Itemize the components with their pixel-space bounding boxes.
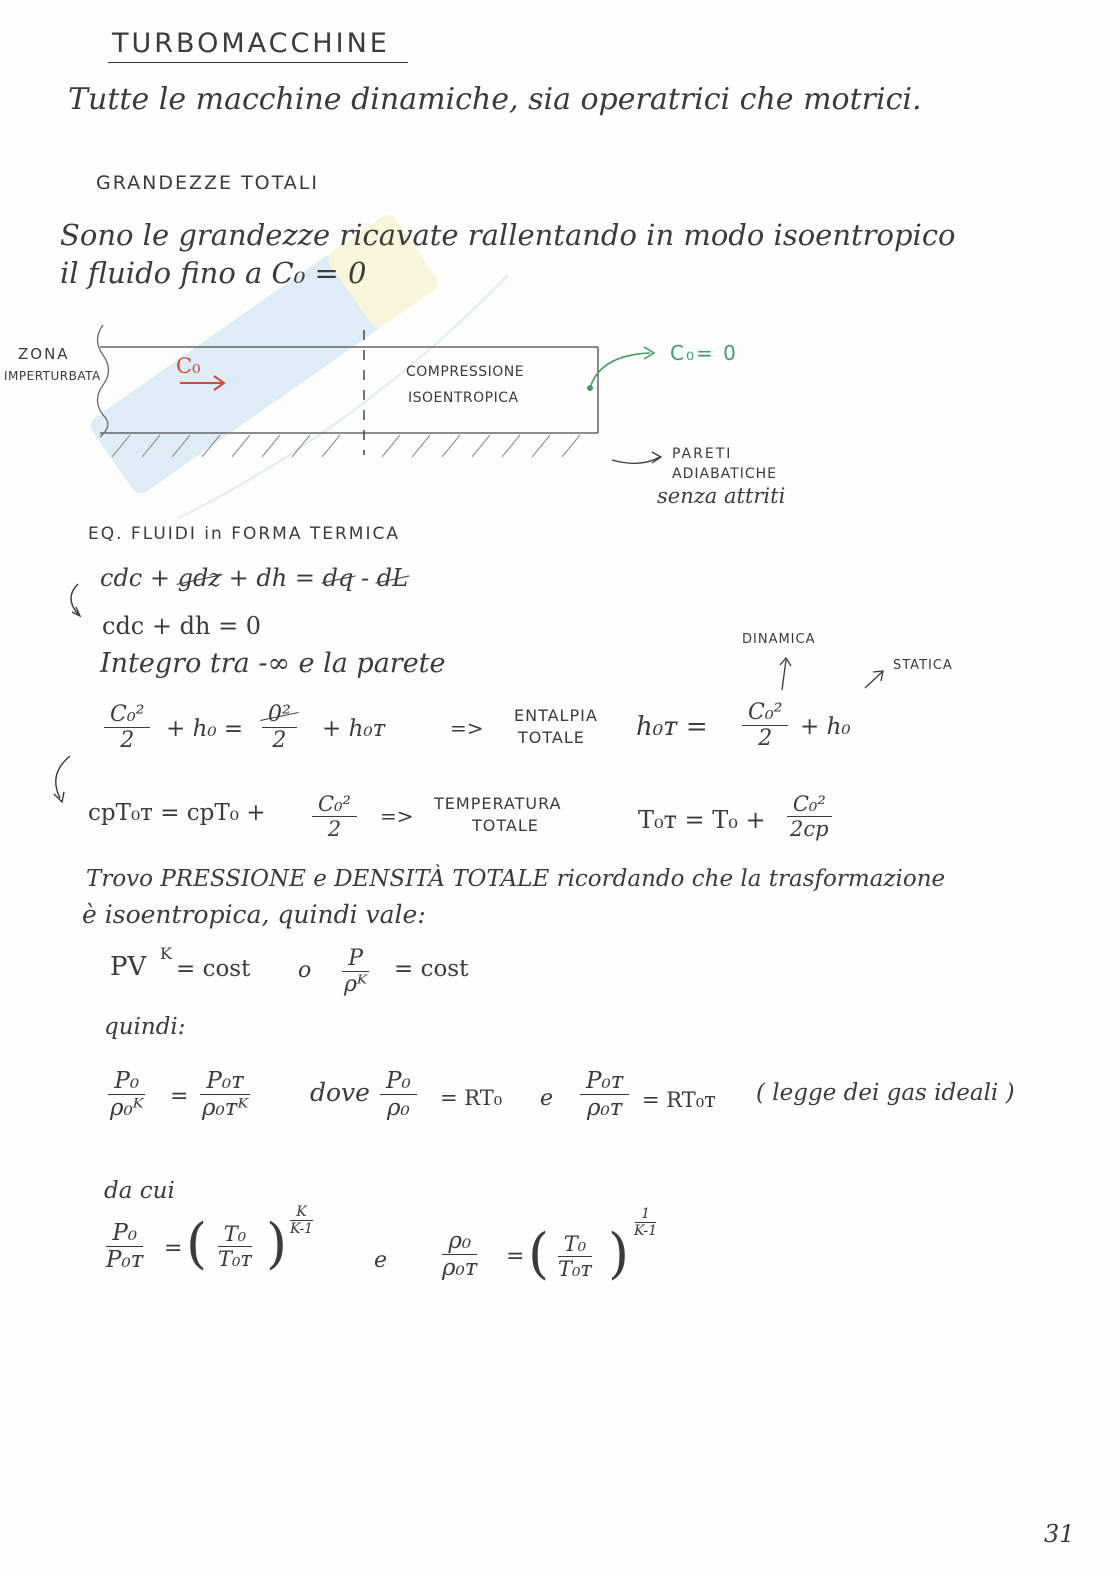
quindi-text: quindi: [104, 1014, 186, 1040]
zone-label-1: ZONA [18, 345, 70, 363]
final-in-d2: T₀ᴛ [558, 1257, 593, 1282]
eq1-part-a: cdc + [100, 564, 170, 592]
integration-text: Integro tra -∞ e la parete [100, 648, 446, 679]
dynamic-label: DINAMICA [742, 632, 816, 647]
flow-diagram [0, 325, 1116, 510]
final-exponent-2 [628, 1206, 663, 1240]
temperature-arrow: => [380, 804, 414, 828]
definition-line-2: il fluido fino a C₀ = 0 [60, 256, 367, 290]
polytropic-den: ρᴷ [344, 972, 368, 998]
final-paren-open-1: ( [186, 1212, 208, 1275]
enthalpy-mid-plus: + h₀ᴛ [322, 716, 386, 742]
equation-1 [100, 564, 408, 592]
static-label: STATICA [893, 658, 953, 673]
ratio-rt0t: = RT₀ᴛ [642, 1088, 716, 1112]
temperature-den: 2 [327, 817, 342, 842]
curved-arrow-2 [40, 752, 90, 812]
temperature-fraction [312, 792, 357, 842]
eq1-part-c: + dh = [228, 564, 315, 592]
ratio-frac-4 [580, 1068, 629, 1123]
pressure-line-1: Trovo PRESSIONE e DENSITÀ TOTALE ricordando che la trasformazione [86, 866, 946, 892]
enthalpy-mid-den: 2 [272, 728, 287, 754]
enthalpy-rhs-den: 2 [758, 726, 773, 752]
temperature-num: C₀² [312, 792, 357, 817]
final-and: e [374, 1248, 388, 1273]
polytropic-cost: = cost [394, 956, 469, 982]
final-exp1-n: K [290, 1204, 312, 1221]
polytropic-equals: = cost [176, 956, 251, 982]
ratio-d2: ρ₀ᴛᴷ [202, 1095, 249, 1122]
pressure-line-2: è isoentropica, quindi vale: [82, 900, 426, 929]
temperature-rhs-den: 2cp [790, 817, 829, 842]
page-title: TURBOMACCHINE [112, 28, 390, 59]
final-in-n1: T₀ [218, 1222, 252, 1247]
temperature-rhs-num: C₀² [787, 792, 832, 817]
enthalpy-lhs-plus: + h₀ = [166, 716, 244, 742]
final-equals-1: = [164, 1236, 183, 1261]
ratio-rt0: = RT₀ [440, 1086, 503, 1110]
polytropic-pv: PV [110, 952, 147, 982]
section-heading: GRANDEZZE TOTALI [96, 172, 319, 194]
final-equals-2: = [506, 1244, 525, 1269]
ideal-gas-note: ( legge dei gas ideali ) [756, 1080, 1015, 1106]
final-inner-frac-2 [552, 1232, 598, 1282]
polytropic-fraction [338, 946, 373, 999]
final-in-n2: T₀ [558, 1232, 592, 1257]
label-arrows [760, 650, 900, 695]
page-number: 31 [1044, 1520, 1075, 1548]
da-cui-text: da cui [104, 1178, 175, 1204]
walls-label-3: senza attriti [657, 484, 786, 508]
temperature-lhs: cpT₀ᴛ = cpT₀ + [88, 800, 266, 826]
final-in-d1: T₀ᴛ [218, 1247, 253, 1272]
ratio-and: e [540, 1086, 554, 1111]
intro-text: Tutte le macchine dinamiche, sia operatrici che motrici. [68, 82, 922, 117]
polytropic-or: o [298, 958, 312, 983]
eq1-minus: - [360, 564, 370, 592]
enthalpy-lhs-num: C₀² [104, 702, 150, 728]
enthalpy-mid-num: 0² [262, 702, 297, 728]
ratio-frac-3 [380, 1068, 417, 1123]
temperature-label-2: TOTALE [472, 816, 539, 835]
polytropic-exponent: K [160, 944, 172, 963]
enthalpy-rhs: h₀ᴛ = [636, 712, 708, 742]
ratio-d4: ρ₀ᴛ [586, 1095, 623, 1122]
final-exp2-n: 1 [635, 1206, 656, 1223]
title-underline [108, 62, 408, 63]
temperature-rhs-fraction [784, 792, 835, 842]
enthalpy-rhs-plus: + h₀ [800, 714, 851, 740]
enthalpy-label-2: TOTALE [518, 728, 585, 747]
equation-2: cdc + dh = 0 [102, 612, 262, 640]
zone-label-2: IMPERTURBATA [4, 369, 101, 383]
walls-label-1: PARETI [672, 446, 733, 462]
enthalpy-mid-fraction [262, 702, 297, 755]
ratio-d1: ρ₀ᴷ [110, 1095, 144, 1122]
temperature-rhs: T₀ᴛ = T₀ + [638, 806, 766, 834]
curved-arrow-1 [62, 580, 102, 630]
compression-label-2: ISOENTROPICA [408, 390, 519, 406]
stagnation-label: C₀= 0 [670, 341, 738, 365]
ratio-n4: P₀ᴛ [580, 1068, 629, 1095]
final-frac-2 [436, 1228, 483, 1283]
final-d2: ρ₀ᴛ [442, 1255, 478, 1282]
final-exp1-d: K-1 [290, 1221, 314, 1238]
ratio-frac-1 [104, 1068, 150, 1123]
ratio-n2: P₀ᴛ [200, 1068, 249, 1095]
final-n2: ρ₀ [442, 1228, 477, 1255]
enthalpy-label-1: ENTALPIA [514, 706, 598, 725]
enthalpy-rhs-num: C₀² [742, 700, 788, 726]
polytropic-num: P [342, 946, 369, 972]
final-n1: P₀ [106, 1220, 143, 1247]
final-exp2-d: K-1 [634, 1223, 658, 1240]
final-frac-1 [100, 1220, 149, 1275]
enthalpy-rhs-fraction [742, 700, 788, 753]
ratio-dove: dove [310, 1078, 370, 1107]
final-paren-close-2: ) [608, 1222, 630, 1285]
temperature-label-1: TEMPERATURA [434, 794, 562, 813]
flow-velocity-label: C₀ [176, 354, 201, 378]
compression-label-1: COMPRESSIONE [406, 364, 525, 380]
ratio-equals: = [170, 1084, 189, 1109]
ratio-frac-2 [196, 1068, 254, 1123]
final-inner-frac-1 [212, 1222, 258, 1272]
eq1-dq-struck: dq [322, 564, 354, 592]
walls-label-2: ADIABATICHE [672, 466, 777, 482]
final-paren-close-1: ) [266, 1212, 288, 1275]
enthalpy-arrow: => [450, 716, 484, 740]
eq1-dl-struck: dL [376, 564, 409, 592]
final-exponent-1 [284, 1204, 319, 1238]
final-d1: P₀ᴛ [106, 1247, 144, 1274]
ratio-n1: P₀ [108, 1068, 145, 1095]
equation-heading: EQ. FLUIDI in FORMA TERMICA [88, 524, 400, 544]
enthalpy-lhs-den: 2 [120, 728, 135, 754]
ratio-n3: P₀ [380, 1068, 417, 1095]
enthalpy-lhs-fraction [104, 702, 150, 755]
ratio-d3: ρ₀ [386, 1095, 410, 1122]
eq1-gdz-struck: gdz [177, 564, 221, 592]
definition-line-1: Sono le grandezze ricavate rallentando in modo isoentropico [60, 218, 956, 252]
final-paren-open-2: ( [528, 1222, 550, 1285]
